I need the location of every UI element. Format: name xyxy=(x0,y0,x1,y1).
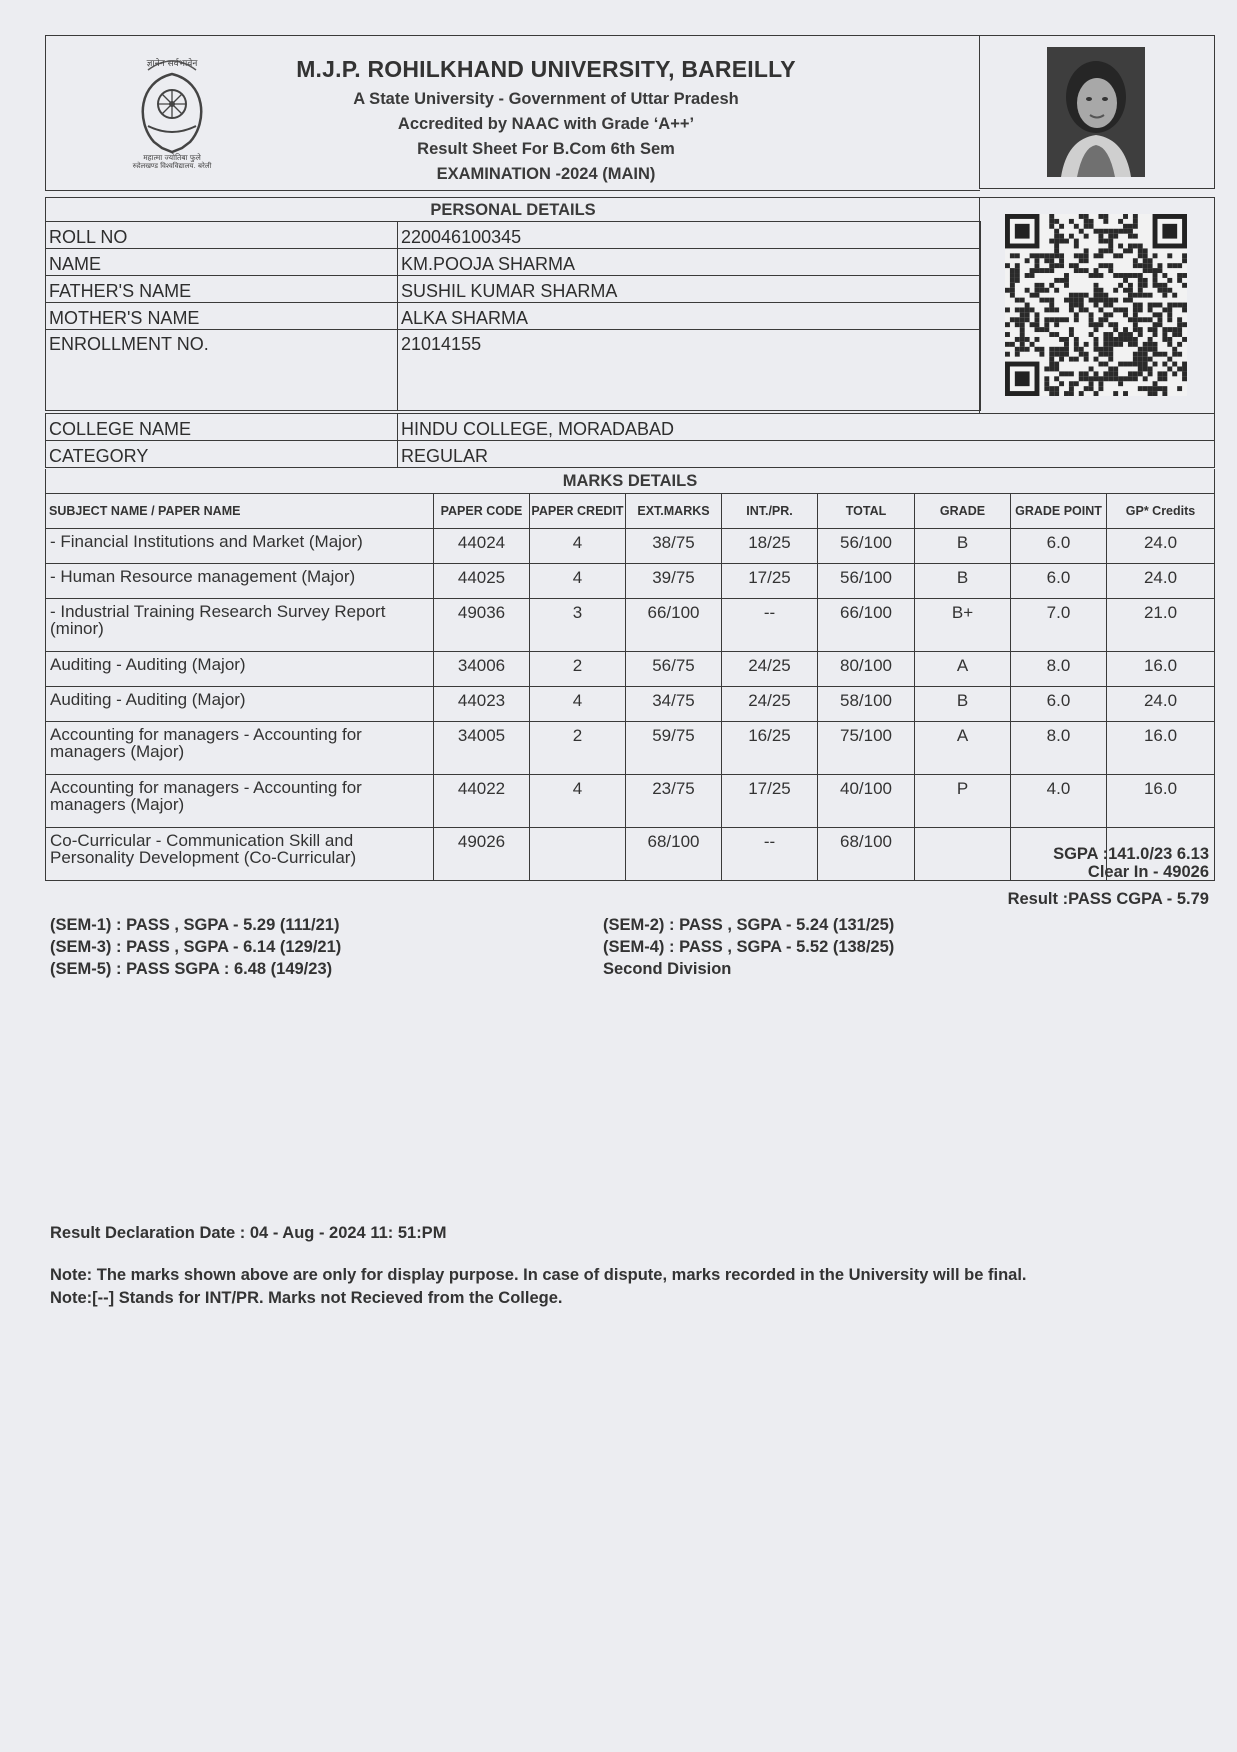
cell-total: 68/100 xyxy=(818,828,915,881)
cell-gp: 6.0 xyxy=(1011,529,1107,564)
table-row xyxy=(46,599,1215,652)
cell-grade: B xyxy=(915,687,1011,722)
col-gp-credits: GP* Credits xyxy=(1107,494,1215,529)
semester-summary xyxy=(50,916,1200,982)
declaration-date: Result Declaration Date : 04 - Aug - 2024 11: 51:PM xyxy=(50,1224,447,1242)
table-row xyxy=(46,249,981,276)
cell-gp: 8.0 xyxy=(1011,652,1107,687)
cell-gp: 6.0 xyxy=(1011,564,1107,599)
personal-details-table xyxy=(45,221,981,411)
table-row xyxy=(46,564,1215,599)
qr-box xyxy=(979,197,1215,414)
cell-grade: A xyxy=(915,652,1011,687)
clear-in: Clear In - 49026 xyxy=(1087,863,1209,881)
cell-gpc: 24.0 xyxy=(1107,564,1215,599)
cell-ext: 23/75 xyxy=(626,775,722,828)
value-mother-name: ALKA SHARMA xyxy=(398,303,981,330)
university-logo xyxy=(118,52,226,168)
cell-credit: 2 xyxy=(530,722,626,775)
value-category: REGULAR xyxy=(398,441,1215,468)
cell-ext: 56/75 xyxy=(626,652,722,687)
sem-row xyxy=(50,960,1200,982)
header xyxy=(45,35,1215,191)
cell-subject: Accounting for managers - Accounting for managers (Major) xyxy=(46,775,434,828)
photo-box xyxy=(979,35,1215,189)
label-roll-no: ROLL NO xyxy=(46,222,398,249)
marks-details-title: MARKS DETAILS xyxy=(45,469,1215,493)
sem-2: (SEM-2) : PASS , SGPA - 5.24 (131/25) xyxy=(603,916,895,934)
cell-grade: B xyxy=(915,529,1011,564)
college-details-table xyxy=(45,413,1215,468)
cell-gpc: 21.0 xyxy=(1107,599,1215,652)
cell-credit: 4 xyxy=(530,687,626,722)
university-name: M.J.P. ROHILKHAND UNIVERSITY, BAREILLY xyxy=(296,56,796,82)
cell-credit: 4 xyxy=(530,564,626,599)
cell-credit xyxy=(530,828,626,881)
cell-ext: 34/75 xyxy=(626,687,722,722)
cell-ext: 38/75 xyxy=(626,529,722,564)
cell-total: 75/100 xyxy=(818,722,915,775)
cell-ext: 68/100 xyxy=(626,828,722,881)
cell-gpc: 24.0 xyxy=(1107,529,1215,564)
student-photo xyxy=(1047,47,1145,177)
value-roll-no: 220046100345 xyxy=(398,222,981,249)
sem-5: (SEM-5) : PASS SGPA : 6.48 (149/23) xyxy=(50,960,333,978)
table-row xyxy=(46,222,981,249)
cell-grade: B xyxy=(915,564,1011,599)
cell-subject: - Industrial Training Research Survey Report (minor) xyxy=(46,599,434,652)
cell-code: 34005 xyxy=(434,722,530,775)
cell-subject: Auditing - Auditing (Major) xyxy=(46,687,434,722)
cell-total: 58/100 xyxy=(818,687,915,722)
col-subject: SUBJECT NAME / PAPER NAME xyxy=(46,494,434,529)
label-name: NAME xyxy=(46,249,398,276)
cell-gpc: 16.0 xyxy=(1107,722,1215,775)
table-row xyxy=(46,303,981,330)
table-row xyxy=(46,828,1215,881)
cell-credit: 2 xyxy=(530,652,626,687)
cell-grade: A xyxy=(915,722,1011,775)
label-mother-name: MOTHER'S NAME xyxy=(46,303,398,330)
header-line-1: A State University - Government of Uttar Pradesh xyxy=(353,90,739,108)
table-row xyxy=(46,330,981,411)
qr-code-icon xyxy=(1005,214,1187,396)
logo-motto: ज्ञानेन सर्वभावेन xyxy=(146,59,198,69)
personal-details-title: PERSONAL DETAILS xyxy=(45,197,980,222)
svg-text:रुहेलखण्ड विश्वविद्यालय, बरेली: रुहेलखण्ड विश्वविद्यालय, बरेली xyxy=(132,162,212,168)
label-category: CATEGORY xyxy=(46,441,398,468)
col-grade-point: GRADE POINT xyxy=(1011,494,1107,529)
cell-gpc: 24.0 xyxy=(1107,687,1215,722)
cell-total: 80/100 xyxy=(818,652,915,687)
header-main xyxy=(45,35,980,191)
cell-ext: 59/75 xyxy=(626,722,722,775)
col-int-pr: INT./PR. xyxy=(722,494,818,529)
cell-code: 49036 xyxy=(434,599,530,652)
cell-ext: 39/75 xyxy=(626,564,722,599)
sgpa-summary xyxy=(1053,845,1209,881)
cell-grade xyxy=(915,828,1011,881)
cell-total: 56/100 xyxy=(818,529,915,564)
cell-int: -- xyxy=(722,599,818,652)
header-line-3: Result Sheet For B.Com 6th Sem xyxy=(417,140,675,158)
result-cgpa: Result :PASS CGPA - 5.79 xyxy=(1007,890,1209,908)
cell-code: 44023 xyxy=(434,687,530,722)
cell-code: 44024 xyxy=(434,529,530,564)
cell-int: -- xyxy=(722,828,818,881)
label-father-name: FATHER'S NAME xyxy=(46,276,398,303)
table-row xyxy=(46,722,1215,775)
table-row xyxy=(46,652,1215,687)
cell-ext: 66/100 xyxy=(626,599,722,652)
svg-text:महात्मा ज्योतिबा फुले: महात्मा ज्योतिबा फुले xyxy=(143,153,201,162)
label-college-name: COLLEGE NAME xyxy=(46,414,398,441)
header-text xyxy=(286,56,806,184)
cell-credit: 4 xyxy=(530,529,626,564)
value-enrollment: 21014155 xyxy=(398,330,981,411)
note-int-pr: Note:[--] Stands for INT/PR. Marks not Recieved from the College. xyxy=(50,1289,563,1307)
sem-row xyxy=(50,916,1200,938)
cell-int: 24/25 xyxy=(722,652,818,687)
col-ext-marks: EXT.MARKS xyxy=(626,494,722,529)
cell-subject: Auditing - Auditing (Major) xyxy=(46,652,434,687)
header-line-2: Accredited by NAAC with Grade ‘A++’ xyxy=(397,115,695,133)
cell-gpc: 16.0 xyxy=(1107,652,1215,687)
cell-grade: B+ xyxy=(915,599,1011,652)
cell-code: 49026 xyxy=(434,828,530,881)
cell-int: 16/25 xyxy=(722,722,818,775)
col-paper-credit: PAPER CREDIT xyxy=(530,494,626,529)
note-dispute: Note: The marks shown above are only for display purpose. In case of dispute, marks recorded in the University will be final. xyxy=(50,1266,1027,1284)
sgpa-value: SGPA :141.0/23 6.13 xyxy=(1053,845,1209,863)
table-row xyxy=(46,414,1215,441)
cell-credit: 4 xyxy=(530,775,626,828)
value-college-name: HINDU COLLEGE, MORADABAD xyxy=(398,414,1215,441)
label-enrollment: ENROLLMENT NO. xyxy=(46,330,398,411)
table-row xyxy=(46,529,1215,564)
cell-total: 66/100 xyxy=(818,599,915,652)
sem-1: (SEM-1) : PASS , SGPA - 5.29 (111/21) xyxy=(50,916,340,934)
cell-subject: - Human Resource management (Major) xyxy=(46,564,434,599)
table-row xyxy=(46,687,1215,722)
marks-details xyxy=(45,469,1215,881)
cell-total: 40/100 xyxy=(818,775,915,828)
sem-row xyxy=(50,938,1200,960)
cell-code: 44022 xyxy=(434,775,530,828)
cell-int: 17/25 xyxy=(722,775,818,828)
value-father-name: SUSHIL KUMAR SHARMA xyxy=(398,276,981,303)
cell-gp: 8.0 xyxy=(1011,722,1107,775)
cell-gpc: 16.0 xyxy=(1107,775,1215,828)
cell-total: 56/100 xyxy=(818,564,915,599)
cell-int: 17/25 xyxy=(722,564,818,599)
value-name: KM.POOJA SHARMA xyxy=(398,249,981,276)
table-row xyxy=(46,276,981,303)
marks-table xyxy=(45,493,1215,881)
cell-int: 24/25 xyxy=(722,687,818,722)
cell-credit: 3 xyxy=(530,599,626,652)
col-grade: GRADE xyxy=(915,494,1011,529)
col-total: TOTAL xyxy=(818,494,915,529)
sem-3: (SEM-3) : PASS , SGPA - 6.14 (129/21) xyxy=(50,938,342,956)
cell-int: 18/25 xyxy=(722,529,818,564)
cell-subject: Co-Curricular - Communication Skill and Personality Development (Co-Curricular) xyxy=(46,828,434,881)
table-row xyxy=(46,441,1215,468)
cell-gp: 4.0 xyxy=(1011,775,1107,828)
header-line-4: EXAMINATION -2024 (MAIN) xyxy=(436,165,656,183)
cell-code: 34006 xyxy=(434,652,530,687)
cell-subject: Accounting for managers - Accounting for managers (Major) xyxy=(46,722,434,775)
col-paper-code: PAPER CODE xyxy=(434,494,530,529)
table-row xyxy=(46,775,1215,828)
cell-gp: 6.0 xyxy=(1011,687,1107,722)
sem-4: (SEM-4) : PASS , SGPA - 5.52 (138/25) xyxy=(603,938,895,956)
cell-gp: 7.0 xyxy=(1011,599,1107,652)
cell-grade: P xyxy=(915,775,1011,828)
division: Second Division xyxy=(603,960,732,978)
table-header-row xyxy=(46,494,1215,529)
cell-code: 44025 xyxy=(434,564,530,599)
cell-subject: - Financial Institutions and Market (Major) xyxy=(46,529,434,564)
